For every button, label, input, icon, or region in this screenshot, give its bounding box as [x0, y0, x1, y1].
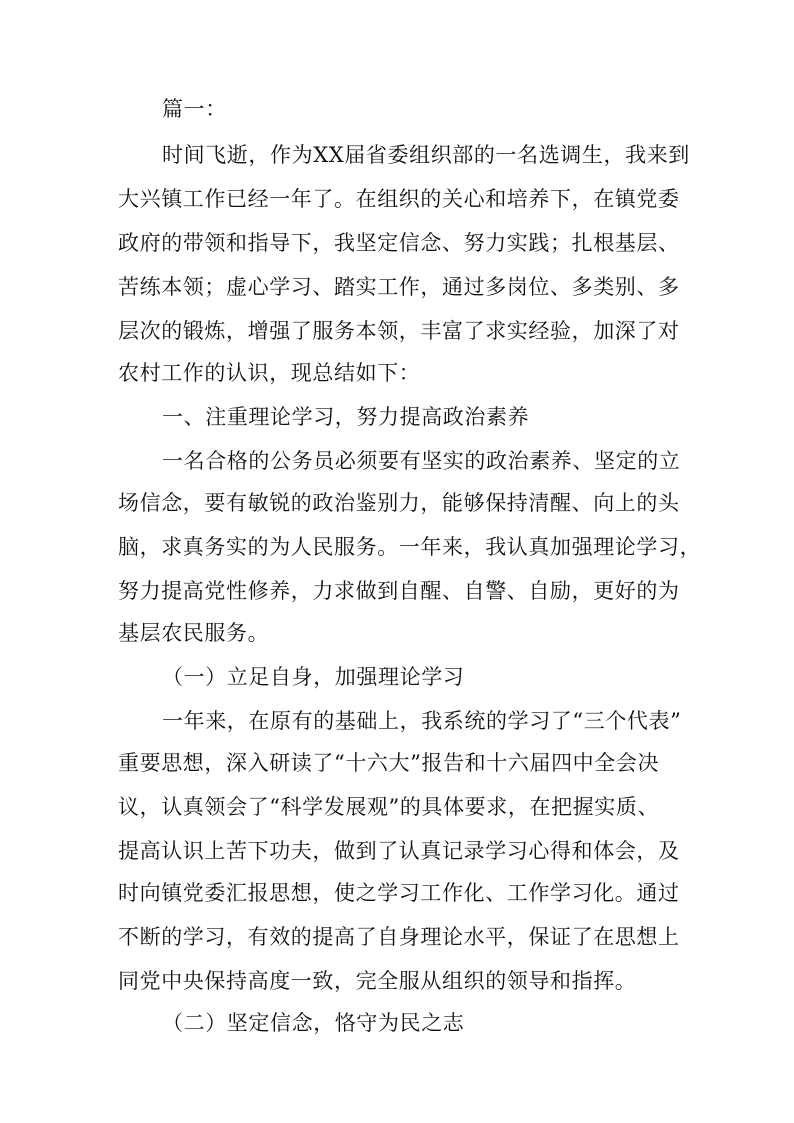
subsection-1-line-1: 一年来，在原有的基础上，我系统的学习了“三个代表” [162, 709, 682, 733]
subsection-1-line-5: 时向镇党委汇报思想，使之学习工作化、工作学习化。通过 [118, 881, 680, 905]
section-1-line-4: 努力提高党性修养，力求做到自醒、自警、自励，更好的为 [118, 579, 680, 603]
section-1-line-3: 脑，求真务实的为人民服务。一年来，我认真加强理论学习， [118, 535, 702, 559]
intro-line-6: 农村工作的认识，现总结如下： [118, 361, 421, 385]
section-1-line-2: 场信念，要有敏锐的政治鉴别力，能够保持清醒、向上的头 [118, 491, 680, 515]
intro-line-5: 层次的锻炼，增强了服务本领，丰富了求实经验，加深了对 [118, 319, 680, 343]
subsection-1-line-4: 提高认识上苦下功夫，做到了认真记录学习心得和体会，及 [118, 839, 680, 863]
section-1-title: 一、注重理论学习，努力提高政治素养 [162, 405, 530, 429]
intro-line-2: 大兴镇工作已经一年了。在组织的关心和培养下，在镇党委 [118, 187, 680, 211]
subsection-1-line-2: 重要思想，深入研读了“十六大”报告和十六届四中全会决 [118, 751, 660, 775]
section-1-line-1: 一名合格的公务员必须要有坚实的政治素养、坚定的立 [162, 449, 681, 473]
subsection-1-line-7: 同党中央保持高度一致，完全服从组织的领导和指挥。 [118, 969, 637, 993]
subsection-1-title: （一）立足自身，加强理论学习 [162, 665, 465, 689]
subsection-1-line-3: 议，认真领会了“科学发展观”的具体要求，在把握实质、 [118, 795, 660, 819]
document-heading: 篇一： [162, 97, 227, 121]
intro-line-1: 时间飞逝，作为XX届省委组织部的一名选调生，我来到 [162, 143, 690, 167]
intro-line-4: 苦练本领；虚心学习、踏实工作，通过多岗位、多类别、多 [118, 275, 680, 299]
subsection-1-line-6: 不断的学习，有效的提高了自身理论水平，保证了在思想上 [118, 925, 680, 949]
intro-line-3: 政府的带领和指导下，我坚定信念、努力实践；扎根基层、 [118, 231, 680, 255]
subsection-2-title: （二）坚定信念，恪守为民之志 [162, 1011, 465, 1035]
section-1-line-5: 基层农民服务。 [118, 621, 270, 645]
